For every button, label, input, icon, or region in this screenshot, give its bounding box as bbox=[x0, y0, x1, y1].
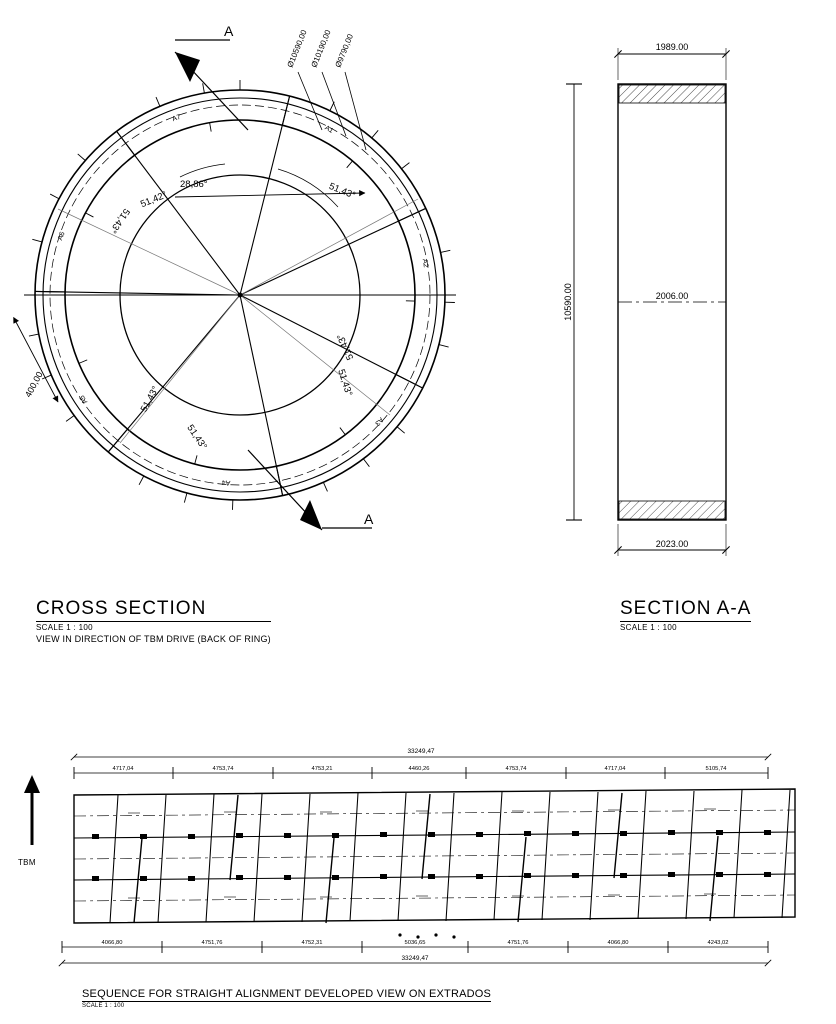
band-joint-lines bbox=[110, 790, 790, 923]
dim-bottom-total-label: 33249,47 bbox=[401, 955, 429, 962]
section-aa-scale: SCALE 1 : 100 bbox=[620, 623, 677, 632]
top-dim-4: 4460,26 bbox=[408, 766, 430, 772]
developed-view-scale: SCALE 1 : 100 bbox=[82, 1003, 125, 1009]
section-aa-title-rule bbox=[620, 621, 751, 622]
angle-label-5: 51,43° bbox=[335, 331, 357, 362]
tbm-label: TBM bbox=[18, 858, 36, 867]
bottom-dim-2: 4751,76 bbox=[201, 940, 223, 946]
dim-top-total-label: 33249,47 bbox=[407, 748, 435, 755]
ring-centre-point bbox=[238, 293, 243, 298]
bottom-dim-6: 4066,80 bbox=[607, 940, 629, 946]
dim-bottom bbox=[618, 524, 726, 556]
dim-top-chain bbox=[74, 766, 768, 779]
thickness-label: 400,00 bbox=[22, 369, 45, 399]
bottom-dim-1: 4066,80 bbox=[101, 940, 123, 946]
dim-height bbox=[563, 84, 582, 520]
segment-id-a6: A6 bbox=[57, 231, 67, 242]
segment-id-a7: A7 bbox=[171, 113, 182, 124]
segment-id-a4: A4 bbox=[221, 478, 231, 486]
cross-section-title-block bbox=[36, 598, 271, 644]
top-dim-6: 4717,04 bbox=[604, 766, 626, 772]
developed-view-title: SEQUENCE FOR STRAIGHT ALIGNMENT DEVELOPED VIEW ON EXTRADOS bbox=[82, 988, 492, 1000]
section-mark-label-top: A bbox=[224, 23, 234, 39]
cross-section-note: VIEW IN DIRECTION OF TBM DRIVE (BACK OF RING) bbox=[36, 634, 271, 644]
construction-lines bbox=[58, 199, 418, 443]
segment-joint-ticks bbox=[35, 96, 426, 495]
tbm-direction-arrow bbox=[24, 775, 40, 845]
angle-label-1: 51,42° bbox=[139, 189, 169, 211]
radial-division-lines bbox=[35, 96, 426, 495]
top-dim-7: 5105,74 bbox=[705, 766, 727, 772]
angle-label-3: 51,43° bbox=[335, 367, 355, 398]
dim-bottom-chain bbox=[62, 940, 768, 953]
dim-top-label: 1989.00 bbox=[655, 42, 689, 52]
top-dim-3: 4753,21 bbox=[311, 766, 333, 772]
band-detail-ticks bbox=[128, 809, 716, 898]
cross-section-title: CROSS SECTION bbox=[36, 598, 207, 619]
dim-top bbox=[618, 42, 726, 80]
section-hatch-bottom bbox=[619, 501, 725, 519]
angle-label-4: 51,43° bbox=[138, 384, 162, 414]
segment-id-a1: A1 bbox=[323, 124, 335, 135]
bottom-dim-5: 4751,76 bbox=[507, 940, 529, 946]
thickness-dimension bbox=[16, 322, 58, 402]
band-centerlines bbox=[74, 810, 795, 901]
diameter-label-outer: Ø10590,00 bbox=[285, 28, 309, 69]
cross-section-title-rule bbox=[36, 621, 271, 622]
developed-view-title-block bbox=[82, 984, 491, 1009]
section-aa-drawing bbox=[536, 10, 836, 570]
angle-label-6: 51,43° bbox=[107, 206, 132, 236]
alignment-dots bbox=[398, 933, 455, 938]
section-aa-title: SECTION A-A bbox=[620, 598, 752, 619]
angle-label-2: 51,43° bbox=[327, 180, 357, 202]
bottom-dim-4: 5036,65 bbox=[404, 940, 426, 946]
bottom-dim-3: 4752,31 bbox=[301, 940, 323, 946]
angle-label-2886: 28,86° bbox=[180, 179, 208, 190]
top-dim-2: 4753,74 bbox=[212, 766, 234, 772]
developed-view-drawing bbox=[0, 735, 836, 1005]
section-mark-label-bottom: A bbox=[364, 511, 374, 527]
diameter-label-inner: Ø9790,00 bbox=[333, 32, 356, 69]
cross-section-drawing bbox=[0, 10, 520, 570]
segment-id-a5: A5 bbox=[78, 393, 90, 405]
bottom-dim-7: 4243,02 bbox=[707, 940, 729, 946]
section-aa-title-block bbox=[620, 598, 751, 632]
angle-label-7: 51,43° bbox=[184, 422, 209, 452]
diameter-labels bbox=[286, 28, 356, 69]
dim-height-label: 10590.00 bbox=[563, 283, 573, 321]
dim-bottom-total bbox=[62, 955, 768, 963]
section-mark-top bbox=[175, 23, 248, 130]
top-dim-5: 4753,74 bbox=[505, 766, 527, 772]
angle-label-group bbox=[107, 179, 357, 452]
top-dim-1: 4717,04 bbox=[112, 766, 134, 772]
segment-id-a2: A2 bbox=[420, 258, 429, 268]
diameter-label-mid: Ø10190,00 bbox=[309, 28, 333, 69]
dim-top-total bbox=[74, 748, 768, 757]
cross-section-scale: SCALE 1 : 100 bbox=[36, 623, 93, 632]
dim-bottom-label: 2023.00 bbox=[655, 539, 689, 549]
segment-id-a3: A3 bbox=[373, 415, 385, 427]
bolt-pocket-marks bbox=[92, 830, 771, 881]
developed-ring-band bbox=[74, 789, 795, 923]
dim-middle-label: 2006.00 bbox=[655, 291, 689, 301]
section-hatch-top bbox=[619, 85, 725, 103]
